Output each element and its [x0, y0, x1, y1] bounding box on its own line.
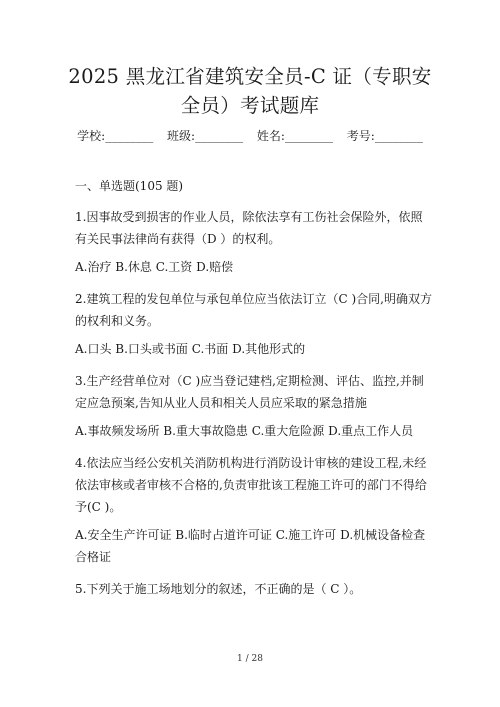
question-stem: 4.依法应当经公安机关消防机构进行消防设计审核的建设工程,未经依法审核或者审核不合格的,负责审批该工程施工许可的部门不得给予(C )。: [75, 456, 427, 514]
question-stem: 5.下列关于施工场地划分的叙述，不正确的是（ C ）。: [75, 582, 362, 596]
question-options: A.事故频发场所 B.重大事故隐患 C.重大危险源 D.重点工作人员: [75, 424, 414, 438]
question-item: [75, 288, 432, 360]
question-options: A.治疗 B.休息 C.工资 D.赔偿: [75, 260, 234, 274]
question-options: A.安全生产许可证 B.临时占道许可证 C.施工许可 D.机械设备检查合格证: [75, 528, 426, 564]
school-field: 学校:________: [77, 129, 154, 143]
exam-number-field: 考号:________: [346, 129, 423, 143]
question-stem: 1.因事故受到损害的作业人员，除依法享有工伤社会保险外，依照有关民事法律尚有获得（D ）的权利。: [75, 210, 423, 246]
name-field: 姓名:________: [256, 129, 333, 143]
exam-info-line: [0, 128, 500, 144]
class-field: 班级:________: [167, 129, 244, 143]
question-list: [75, 176, 432, 600]
page-number: 1 / 28: [237, 654, 263, 664]
question-item: [75, 370, 432, 442]
section-heading: 一、单选题(105 题): [75, 179, 184, 193]
question-stem: 2.建筑工程的发包单位与承包单位应当依法订立（C )合同,明确双方的权利和义务。: [75, 292, 432, 328]
question-item: [75, 452, 432, 568]
question-item: [75, 578, 432, 600]
question-item: [75, 206, 432, 278]
document-title: 2025 黑龙江省建筑安全员-C 证（专职安全员）考试题库: [68, 65, 432, 117]
question-stem: 3.生产经营单位对（C )应当登记建档,定期检测、评估、监控,并制定应急预案,告知从业人员和相关人员应采取的紧急措施: [75, 374, 424, 410]
question-options: A.口头 B.口头或书面 C.书面 D.其他形式的: [75, 342, 306, 356]
